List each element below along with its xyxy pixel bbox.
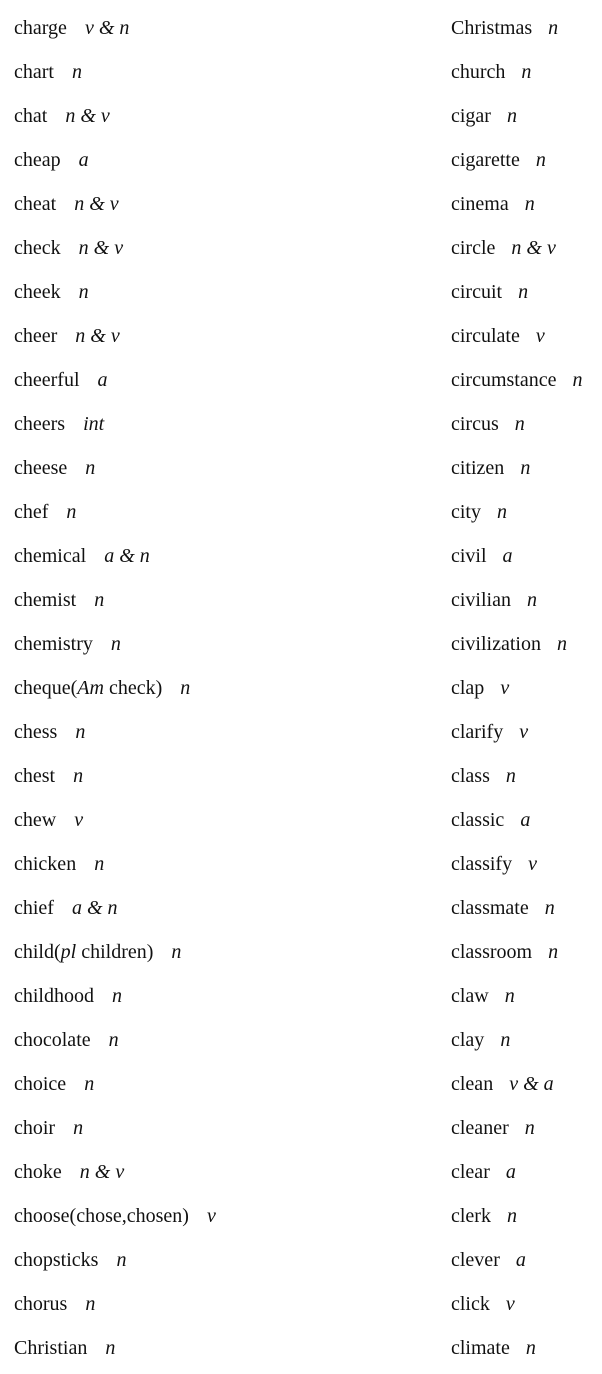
word: click	[451, 1293, 490, 1315]
word-entry	[14, 6, 314, 50]
word-entry	[451, 1018, 602, 1062]
word: chat	[14, 105, 48, 127]
word-entry	[451, 1150, 602, 1194]
part-of-speech: n	[544, 897, 555, 919]
word: classify	[451, 853, 513, 875]
word-entry	[14, 94, 314, 138]
word-entry	[451, 1062, 602, 1106]
word: chorus	[14, 1293, 68, 1315]
word-entry	[451, 358, 602, 402]
part-of-speech: n	[524, 193, 535, 215]
word-entry	[451, 578, 602, 622]
word: chocolate	[14, 1029, 91, 1051]
part-of-speech: n	[108, 1029, 119, 1051]
part-of-speech: n	[505, 765, 516, 787]
part-of-speech: n	[497, 501, 507, 523]
word-italic-abbreviation: Am	[77, 677, 104, 699]
part-of-speech: v	[206, 1205, 216, 1227]
word: circumstance	[451, 369, 557, 391]
word: choke	[14, 1161, 62, 1183]
word: circle	[451, 237, 496, 259]
word-entry	[451, 930, 602, 974]
part-of-speech: n	[84, 1073, 95, 1095]
word: city	[451, 501, 481, 523]
word-entry	[14, 1326, 314, 1370]
word-entry	[451, 490, 602, 534]
part-of-speech: n	[105, 1337, 116, 1359]
part-of-speech: a	[97, 369, 108, 391]
part-of-speech: n	[518, 281, 529, 303]
word: clarify	[451, 721, 504, 743]
word: cheese	[14, 457, 68, 479]
word-entry	[451, 270, 602, 314]
word-entry	[451, 50, 602, 94]
word-entry	[14, 50, 314, 94]
word-entry	[14, 446, 314, 490]
part-of-speech: a & n	[71, 897, 118, 919]
part-of-speech: n & v	[511, 237, 556, 259]
word-entry	[451, 842, 602, 886]
word-part: check)	[103, 677, 163, 699]
part-of-speech: n & v	[75, 325, 120, 347]
part-of-speech: n	[572, 369, 583, 391]
word: clerk	[451, 1205, 491, 1227]
part-of-speech: n	[548, 941, 559, 963]
part-of-speech: a	[520, 809, 531, 831]
word-entry	[14, 578, 314, 622]
word-entry	[451, 226, 602, 270]
word-entry	[14, 754, 314, 798]
part-of-speech: v	[535, 325, 545, 347]
word: civilization	[451, 633, 541, 655]
word-entry	[451, 1282, 602, 1326]
part-of-speech: n	[524, 1117, 535, 1139]
part-of-speech: v	[519, 721, 529, 743]
word: clay	[451, 1029, 485, 1051]
part-of-speech: n	[548, 17, 559, 39]
part-of-speech: n	[171, 941, 182, 963]
part-of-speech: v & n	[84, 17, 130, 39]
word: check	[14, 237, 61, 259]
word: clean	[451, 1073, 494, 1095]
word-entry	[451, 886, 602, 930]
word: circulate	[451, 325, 520, 347]
part-of-speech: n	[75, 721, 86, 743]
word-italic-abbreviation: pl	[60, 941, 77, 963]
word: church	[451, 61, 506, 83]
word-entry	[14, 842, 314, 886]
part-of-speech: n	[94, 589, 105, 611]
word-entry	[14, 798, 314, 842]
word-entry	[451, 314, 602, 358]
word-entry	[451, 754, 602, 798]
part-of-speech: n	[500, 1029, 511, 1051]
part-of-speech: int	[83, 413, 105, 435]
part-of-speech: n	[71, 61, 82, 83]
word-entry	[14, 1150, 314, 1194]
word: cheerful	[14, 369, 80, 391]
word-entry	[14, 974, 314, 1018]
word-entry	[14, 402, 314, 446]
part-of-speech: n	[504, 985, 515, 1007]
part-of-speech: a	[78, 149, 89, 171]
part-of-speech: n	[514, 413, 525, 435]
word: classic	[451, 809, 505, 831]
word: chess	[14, 721, 58, 743]
word-entry	[451, 138, 602, 182]
word: chicken	[14, 853, 77, 875]
part-of-speech: n & v	[79, 1161, 125, 1183]
part-of-speech: a	[515, 1249, 526, 1271]
word: chemistry	[14, 633, 93, 655]
word: charge	[14, 17, 67, 39]
part-of-speech: n	[180, 677, 191, 699]
word: circuit	[451, 281, 503, 303]
part-of-speech: n	[525, 1337, 536, 1359]
word-part: child(	[14, 941, 61, 963]
word-entry	[14, 358, 314, 402]
part-of-speech: n	[73, 765, 84, 787]
word-entry	[14, 1282, 314, 1326]
part-of-speech: v	[528, 853, 537, 875]
part-of-speech: n	[78, 281, 89, 303]
word-entry	[451, 1326, 602, 1370]
word: classroom	[451, 941, 533, 963]
part-of-speech: a & n	[104, 545, 150, 567]
word-entry	[14, 886, 314, 930]
word	[14, 941, 153, 963]
word: clever	[451, 1249, 500, 1271]
word: cleaner	[451, 1117, 509, 1139]
word-entry	[451, 798, 602, 842]
word: chew	[14, 809, 57, 831]
word: class	[451, 765, 490, 787]
word-entry	[451, 402, 602, 446]
part-of-speech: n	[116, 1249, 127, 1271]
word-part: cheque(	[14, 677, 78, 699]
word: climate	[451, 1337, 510, 1359]
word: classmate	[451, 897, 529, 919]
part-of-speech: n	[85, 1293, 96, 1315]
word: choose(chose,chosen)	[14, 1205, 189, 1227]
word-entry	[14, 622, 314, 666]
part-of-speech: a	[505, 1161, 516, 1183]
part-of-speech: n	[112, 985, 122, 1007]
word: chart	[14, 61, 54, 83]
word-entry	[451, 446, 602, 490]
word-entry	[14, 534, 314, 578]
word-entry	[451, 1194, 602, 1238]
word-entry	[451, 182, 602, 226]
word	[14, 677, 162, 699]
word: claw	[451, 985, 489, 1007]
part-of-speech: v & a	[509, 1073, 554, 1095]
part-of-speech: n & v	[65, 105, 110, 127]
part-of-speech: n & v	[74, 193, 119, 215]
word-entry	[14, 1062, 314, 1106]
left-word-column	[14, 6, 314, 1370]
word: citizen	[451, 457, 505, 479]
word: clear	[451, 1161, 490, 1183]
word: chemist	[14, 589, 77, 611]
word: clap	[451, 677, 485, 699]
word: chemical	[14, 545, 87, 567]
part-of-speech: n	[506, 1205, 517, 1227]
word: cheat	[14, 193, 57, 215]
word-entry	[14, 1238, 314, 1282]
part-of-speech: n	[521, 61, 532, 83]
part-of-speech: v	[500, 677, 510, 699]
word: chest	[14, 765, 56, 787]
word-entry	[14, 314, 314, 358]
part-of-speech: n	[85, 457, 96, 479]
word-entry	[451, 622, 602, 666]
part-of-speech: n	[110, 633, 121, 655]
part-of-speech: n	[506, 105, 517, 127]
part-of-speech: n & v	[78, 237, 124, 259]
word-part: children)	[76, 941, 154, 963]
part-of-speech: n	[526, 589, 537, 611]
word: choir	[14, 1117, 56, 1139]
word: cheer	[14, 325, 58, 347]
word-entry	[14, 666, 314, 710]
word-entry	[14, 1018, 314, 1062]
word: civilian	[451, 589, 511, 611]
part-of-speech: v	[74, 809, 84, 831]
word-entry	[14, 270, 314, 314]
word: choice	[14, 1073, 67, 1095]
word-entry	[14, 930, 314, 974]
word-entry	[14, 226, 314, 270]
word-entry	[14, 1194, 314, 1238]
word: cigarette	[451, 149, 520, 171]
part-of-speech: n	[73, 1117, 84, 1139]
word-entry	[451, 974, 602, 1018]
part-of-speech: n	[94, 853, 105, 875]
word-entry	[451, 666, 602, 710]
word: circus	[451, 413, 499, 435]
right-word-column	[451, 6, 602, 1370]
word-entry	[14, 490, 314, 534]
word-entry	[451, 1238, 602, 1282]
word-entry	[451, 94, 602, 138]
word-entry	[451, 1106, 602, 1150]
word: cheers	[14, 413, 66, 435]
word-entry	[14, 710, 314, 754]
word: cheek	[14, 281, 61, 303]
word: cigar	[451, 105, 491, 127]
part-of-speech: v	[505, 1293, 515, 1315]
word: chopsticks	[14, 1249, 99, 1271]
word: cinema	[451, 193, 509, 215]
part-of-speech: n	[66, 501, 77, 523]
part-of-speech: a	[502, 545, 513, 567]
word-entry	[451, 710, 602, 754]
word: civil	[451, 545, 487, 567]
word-entry	[451, 534, 602, 578]
part-of-speech: n	[520, 457, 531, 479]
part-of-speech: n	[556, 633, 567, 655]
word-entry	[451, 6, 602, 50]
word: chief	[14, 897, 54, 919]
word: childhood	[14, 985, 94, 1007]
word-entry	[14, 138, 314, 182]
word-entry	[14, 182, 314, 226]
word-entry	[14, 1106, 314, 1150]
part-of-speech: n	[535, 149, 546, 171]
word: cheap	[14, 149, 61, 171]
word: chef	[14, 501, 49, 523]
word: Christmas	[451, 17, 533, 39]
word: Christian	[14, 1337, 88, 1359]
